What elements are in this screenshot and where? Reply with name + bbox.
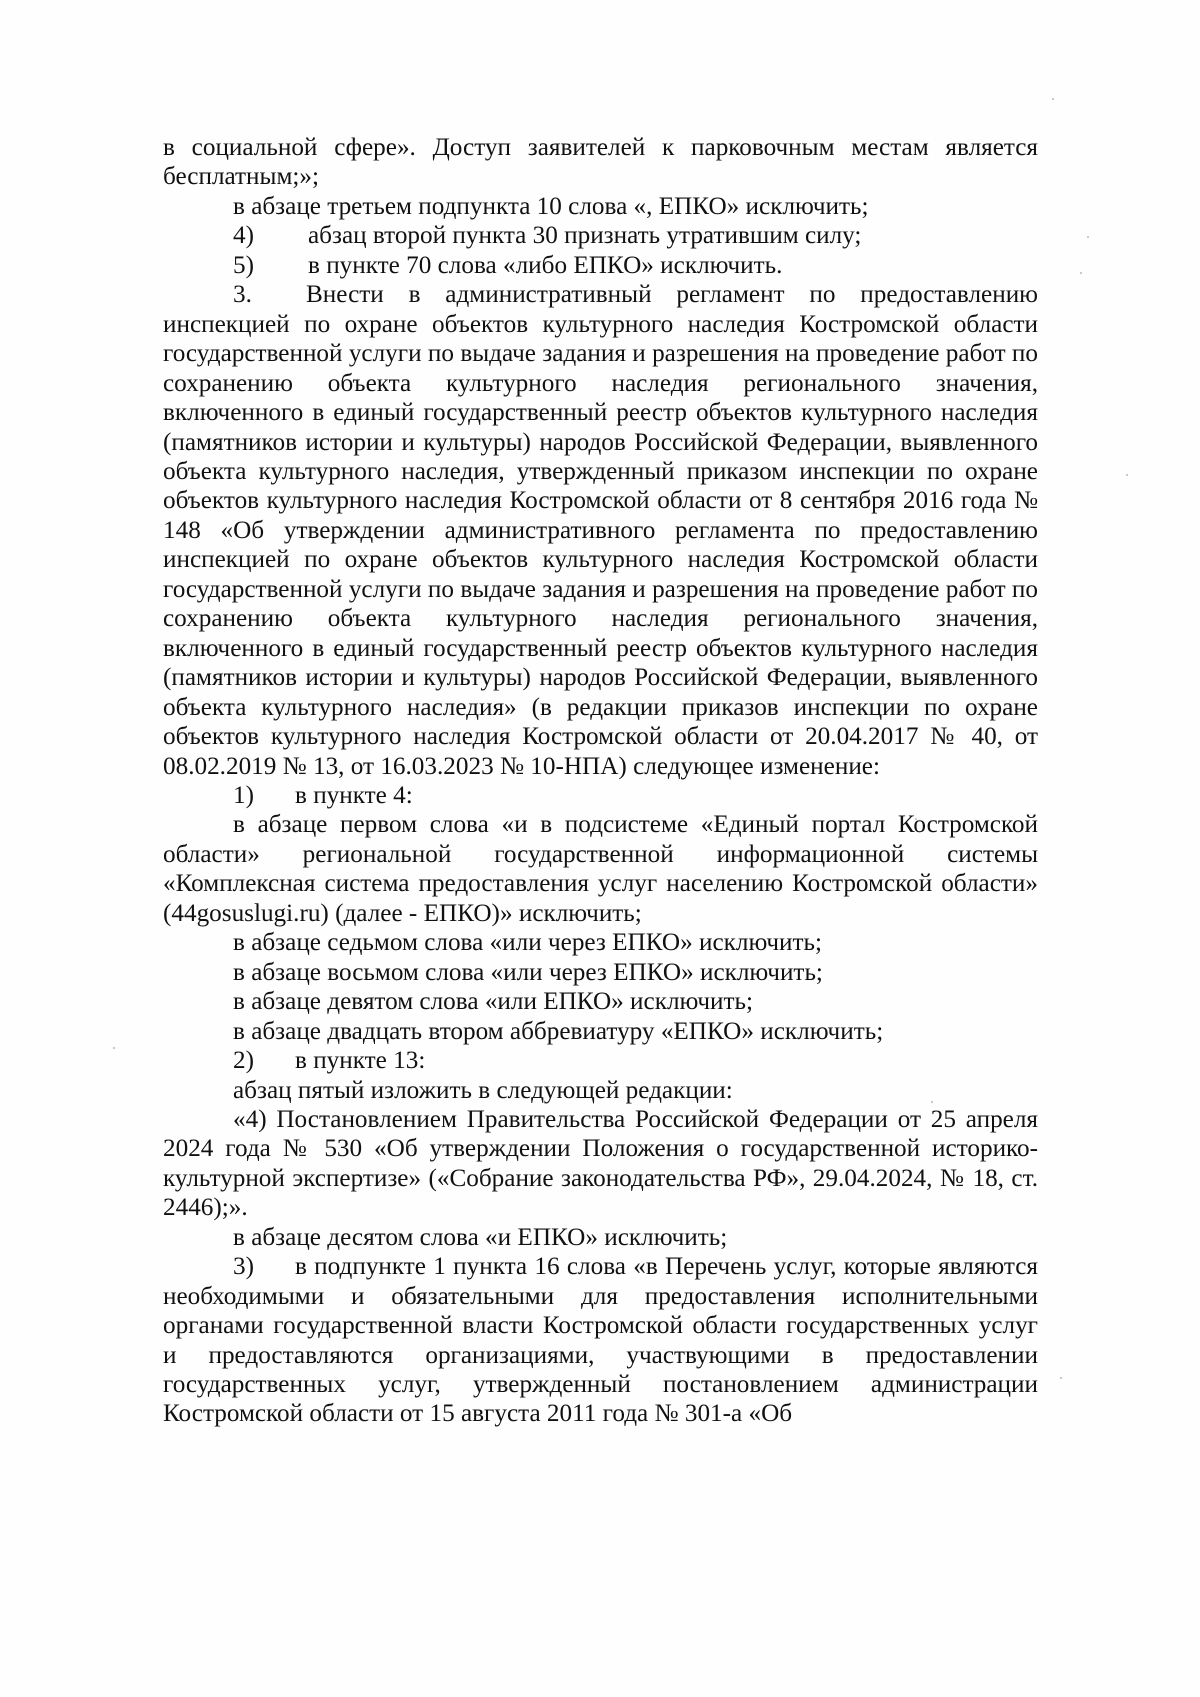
paragraph-text: в пункте 70 слова «либо ЕПКО» исключить. <box>308 251 783 279</box>
paragraph-text: в пункте 4: <box>295 781 413 809</box>
paragraph-text: абзац второй пункта 30 признать утратившим силу; <box>308 222 862 250</box>
paragraph-quote-4: «4) Постановлением Правительства Российской Федерации от 25 апреля 2024 года № 530 «Об утверждении Положения о государственной историко-культурной экспертизе» («Собрание законодательства РФ», 29.04.2024, № 18, ст. 2446);». <box>163 1105 1038 1222</box>
paragraph-continuation: в социальной сфере». Доступ заявителей к парковочным местам является бесплатным;»; <box>163 134 1038 191</box>
scan-speck <box>113 1047 115 1049</box>
item-number: 3) <box>233 1253 254 1281</box>
paragraph-abzac-8: в абзаце восьмом слова «или через ЕПКО» исключить; <box>233 958 823 986</box>
paragraph-item3-sub10: в абзаце третьем подпункта 10 слова «, ЕПКО» исключить; <box>233 192 869 220</box>
scan-speck <box>1060 1377 1062 1379</box>
paragraph-abzac-10: в абзаце десятом слова «и ЕПКО» исключить; <box>233 1223 728 1251</box>
paragraph-sub-3 <box>163 1252 1038 1429</box>
item-number: 5) <box>233 251 254 279</box>
paragraph-text: в подпункте 1 пункта 16 слова «в Перечень услуг, которые являются необходимыми и обязательными для предоставления исполнительными органами государственной власти Костромской области государственных услуг и предоставляются организациями, участвующими в предоставлении государственных услуг, утвержденный постановлением администрации Костромской области от 15 августа 2011 года № 301-а «Об <box>163 1253 1038 1428</box>
paragraph-sub-2 <box>163 1046 1038 1075</box>
item-number: 2) <box>233 1047 254 1075</box>
scan-speck <box>1126 474 1128 476</box>
scan-speck <box>1080 272 1082 274</box>
paragraph-abzac-22: в абзаце двадцать втором аббревиатуру «ЕПКО» исключить; <box>233 1017 884 1045</box>
paragraph-abzac-7: в абзаце седьмом слова «или через ЕПКО» исключить; <box>233 929 822 957</box>
document-body <box>163 133 1038 1429</box>
paragraph-abzac-9: в абзаце девятом слова «или ЕПКО» исключить; <box>233 988 754 1016</box>
paragraph-section-3 <box>163 280 1038 781</box>
section-number: 3. <box>233 281 252 309</box>
paragraph-abzac-5: абзац пятый изложить в следующей редакции: <box>233 1076 733 1104</box>
paragraph-text: Внести в административный регламент по предоставлению инспекцией по охране объектов культурного наследия Костромской области государственной услуги по выдаче задания и разрешения на проведение работ по сохранению объекта культурного наследия регионального значения, включенного в единый государственный реестр объектов культурного наследия (памятников истории и культуры) народов Российской Федерации, выявленного объекта культурного наследия, утвержденный приказом инспекции по охране объектов культурного наследия Костромской области от 8 сентября 2016 года № 148 «Об утверждении административного регламента по предоставлению инспекцией по охране объектов культурного наследия Костромской области государственной услуги по выдаче задания и разрешения на проведение работ по сохранению объекта культурного наследия регионального значения, включенного в единый государственный реестр объектов культурного наследия (памятников истории и культуры) народов Российской Федерации, выявленного объекта культурного наследия» (в редакции приказов инспекции по охране объектов культурного наследия Костромской области от 20.04.2017 № 40, от 08.02.2019 № 13, от 16.03.2023 № 10-НПА) следующее изменение: <box>163 281 1038 780</box>
paragraph-abzac-1: в абзаце первом слова «и в подсистеме «Единый портал Костромской области» региональной государственной информационной системы «Комплексная система предоставления услуг населению Костромской области» (44gosuslugi.ru) (далее - ЕПКО)» исключить; <box>163 811 1038 927</box>
scan-speck <box>1052 98 1054 100</box>
scan-speck <box>1087 236 1089 238</box>
item-number: 1) <box>233 781 254 809</box>
paragraph-item-5 <box>163 251 1038 280</box>
paragraph-sub-1 <box>163 781 1038 810</box>
paragraph-text: в пункте 13: <box>295 1047 426 1075</box>
item-number: 4) <box>233 222 254 250</box>
paragraph-item-4 <box>163 221 1038 250</box>
